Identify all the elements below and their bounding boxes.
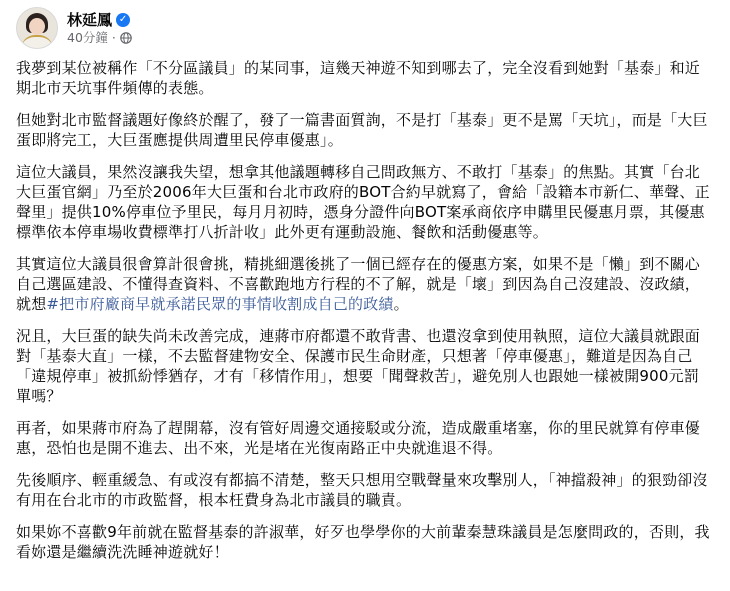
paragraph-text: 如果妳不喜歡9年前就在監督基泰的許淑華，好歹也學學你的大前輩秦慧珠議員是怎麼問政的，否則，我看妳還是繼續洗洗睡神遊就好！ (16, 523, 710, 561)
avatar-face (29, 18, 45, 35)
paragraph-text: 但她對北市監督議題好像終於醒了，發了一篇書面質詢，不是打「基泰」更不是罵「天坑」，而是「大巨蛋即將完工，大巨蛋應提供周遭里民停車優惠」。 (16, 111, 708, 149)
paragraph-text: 況且，大巨蛋的缺失尚未改善完成，連蔣市府都還不敢背書、也還沒拿到使用執照，這位大議員就跟面對「基泰大直」一樣，不去監督建物安全、保護市民生命財產，只想著「停車優惠」，難道是因為自己「違規停車」被抓紛悸猶存，才有「移情作用」，想要「聞聲救苦」，避免別人也跟她一樣被開900元罰單嗎？ (16, 327, 701, 405)
author-avatar[interactable] (16, 7, 58, 49)
post-meta (67, 11, 132, 46)
paragraph-text: 先後順序、輕重緩急、有或沒有都搞不清楚，整天只想用空戰聲量來攻擊別人，「神擋殺神」的狠勁卻沒有用在台北市的市政監督，根本枉費身為北市議員的職責。 (16, 471, 708, 509)
post-paragraph-2 (16, 110, 714, 150)
paragraph-text: 這位大議員，果然沒讓我失望，想拿其他議題轉移自己問政無方、不敢打「基泰」的焦點。其實「台北大巨蛋官網」乃至於2006年大巨蛋和台北市政府的BOT合約早就寫了，會給「設籍本市新仁、華聲、正聲里」提供10%停車位予里民，每月月初時，憑身分證件向BOT案承商依序申購里民優惠月票，其優惠標準依本停車場收費標準打八折計收」此外更有運動設施、餐飲和活動優惠等。 (16, 163, 710, 241)
author-row (67, 11, 132, 30)
paragraph-text: 其實這位大議員很會算計很會挑，精挑細選後挑了一個已經存在的優惠方案，如果不是「懶」到不關心自己選區建設、不懂得查資料、不喜歡跑地方行程的不了解，就是「壞」到因為自己沒建設、沒政績，就想 (16, 255, 701, 313)
paragraph-text-after: 。 (393, 295, 409, 313)
post-paragraph-6 (16, 418, 714, 458)
post-paragraph-3 (16, 162, 714, 242)
post-paragraph-5 (16, 326, 714, 406)
paragraph-text: 我夢到某位被稱作「不分區議員」的某同事，這幾天神遊不知到哪去了，完全沒看到她對「基泰」和近期北市天坑事件頻傳的表態。 (16, 59, 701, 97)
hashtag-link[interactable]: #把市府廠商早就承諾民眾的事情收割成自己的政績 (46, 295, 394, 313)
post-paragraph-8 (16, 522, 714, 562)
verified-check-icon: ✓ (116, 13, 130, 27)
avatar-shirt (21, 35, 53, 49)
post-time[interactable]: 40分鐘 (67, 29, 108, 45)
post-paragraph-1 (16, 58, 714, 98)
post-subline (67, 30, 132, 46)
paragraph-text: 再者，如果蔣市府為了趕開幕，沒有管好周邊交通接駁或分流，造成嚴重堵塞，你的里民就算有停車優惠，恐怕也是開不進去、出不來，光是堵在光復南路正中央就進退不得。 (16, 419, 701, 457)
meta-separator: · (111, 29, 116, 45)
globe-icon[interactable] (120, 32, 132, 44)
post-header (16, 0, 714, 50)
post-body (16, 58, 714, 562)
post-paragraph-7 (16, 470, 714, 510)
author-name[interactable]: 林延鳳 (67, 10, 113, 29)
post-paragraph-4 (16, 254, 714, 314)
